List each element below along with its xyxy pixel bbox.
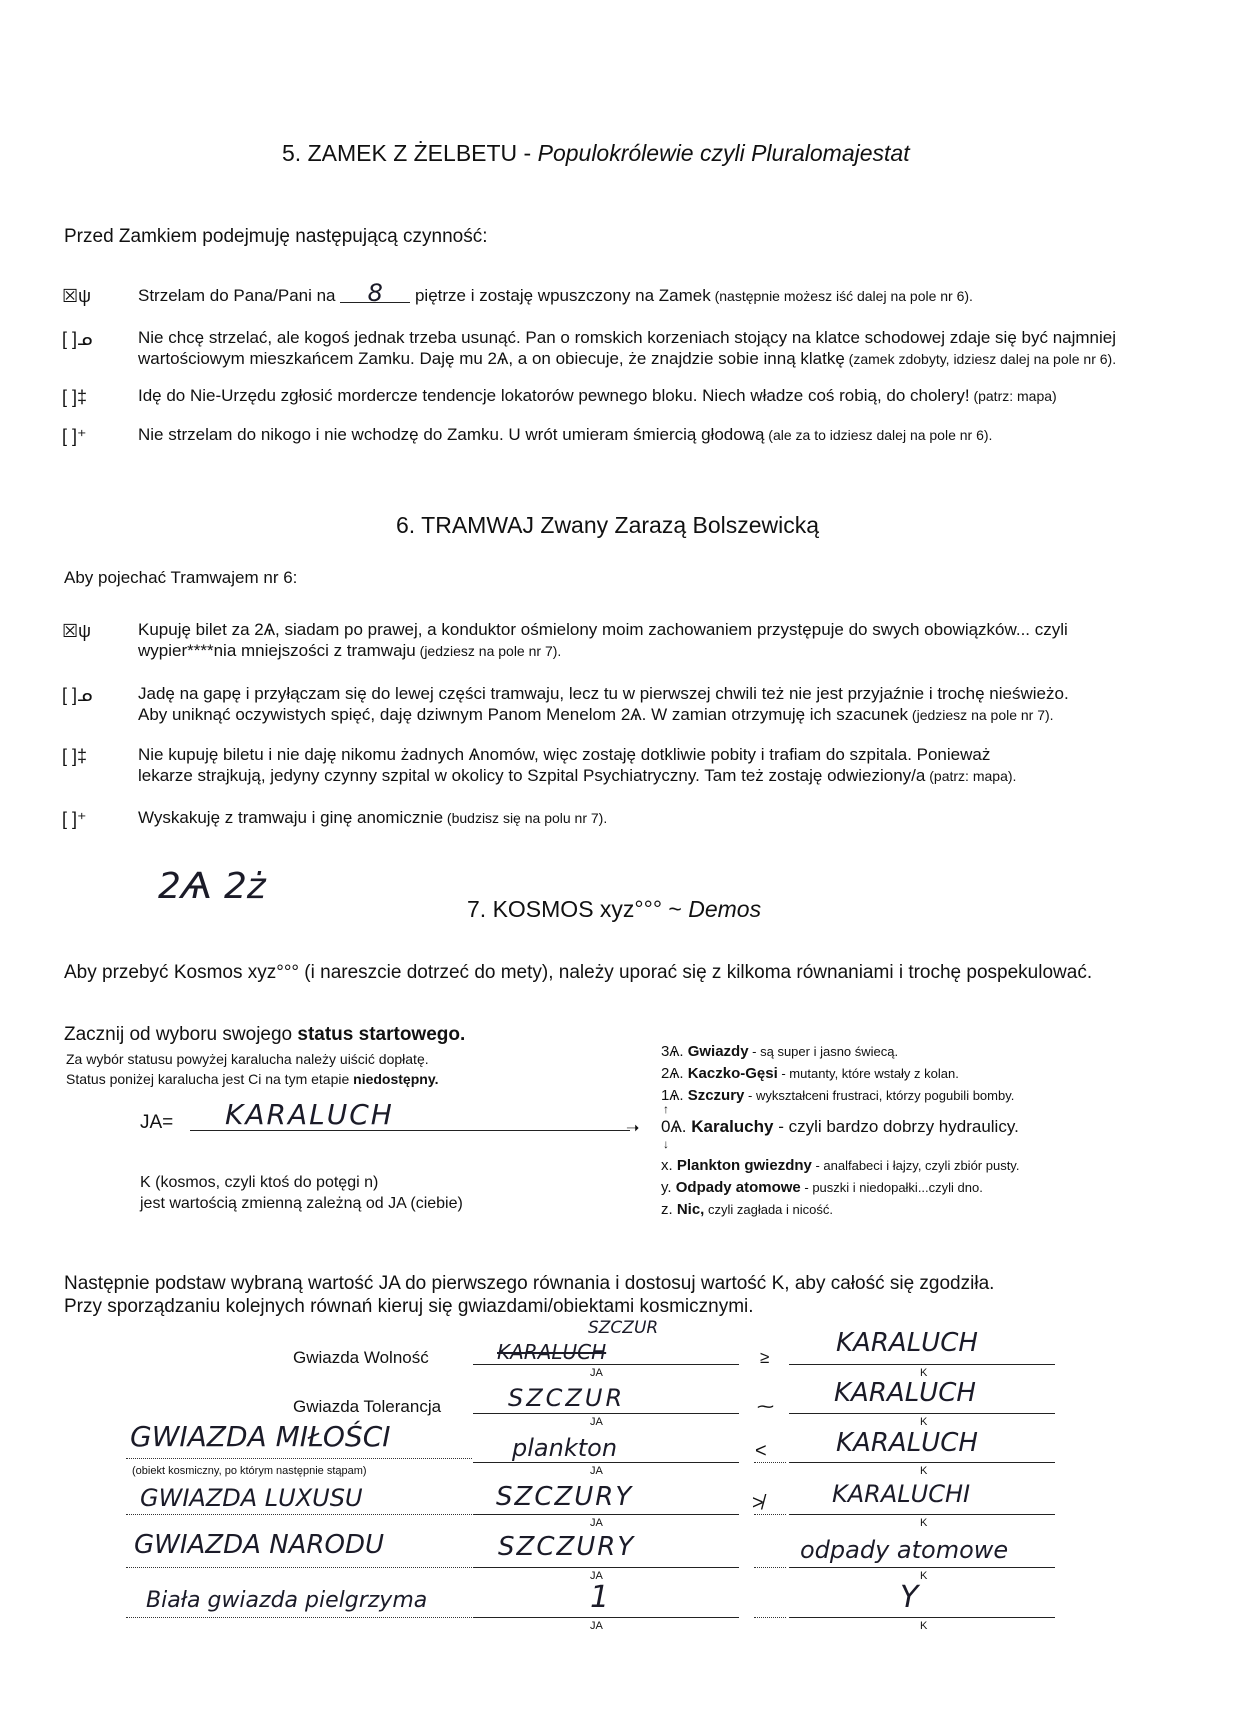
star-handwritten[interactable]: GWIAZDA LUXUSU	[140, 1484, 363, 1512]
status-name: Odpady atomowe	[675, 1179, 801, 1196]
start-heading-bold: status startowego.	[297, 1024, 466, 1045]
k-line	[789, 1413, 1055, 1414]
section7-title	[467, 896, 761, 923]
ja-line	[473, 1514, 739, 1515]
start-note-1: Za wybór statusu powyżej karalucha należy uiścić dopłatę.	[66, 1051, 429, 1067]
k-handwritten[interactable]: Y	[900, 1580, 919, 1615]
op-dotted-line	[754, 1617, 786, 1618]
status-item	[661, 1201, 833, 1218]
option-line: Idę do Nie-Urzędu zgłosić mordercze tendencje lokatorów pewnego bloku. Niech władze coś robią, do cholery!	[138, 386, 970, 405]
status-desc: czyli zagłada i nicość.	[704, 1202, 833, 1217]
status-prefix: 3Ѧ.	[661, 1043, 688, 1060]
option-text	[138, 327, 1258, 370]
option-note: (budzisz się na polu nr 7).	[443, 810, 608, 826]
option-text	[138, 424, 1258, 446]
ja-handwritten[interactable]: KARALUCH	[497, 1340, 607, 1364]
k-handwritten[interactable]: KARALUCHI	[832, 1480, 971, 1508]
option-line: Nie kupuję biletu i nie daję nikomu żadnych Ѧnomów, więc zostaję dotkliwie pobity i trafiam do szpitala. Ponieważ	[138, 745, 991, 764]
ja-sublabel: JA	[590, 1517, 603, 1529]
option-note: (ale za to idziesz dalej na pole nr 6).	[764, 427, 993, 443]
checked-checkbox-icon[interactable]: ☒ψ	[62, 621, 91, 641]
star-dotted-line	[126, 1514, 472, 1515]
section5-title-main: 5. ZAMEK Z ŻELBETU -	[282, 140, 532, 166]
start-heading-text: Zacznij od wyboru swojego	[64, 1024, 298, 1045]
star-dotted-line	[126, 1567, 472, 1568]
status-name: Gwiazdy	[687, 1043, 749, 1060]
handwritten-note: 2Ѧ 2ż	[158, 866, 266, 907]
option-text	[138, 744, 1258, 787]
status-item	[661, 1117, 1019, 1137]
status-prefix: 0Ѧ.	[661, 1117, 692, 1136]
option-note: (jedziesz na pole nr 7).	[908, 707, 1054, 723]
status-prefix: 2Ѧ.	[661, 1065, 688, 1082]
arrow-down-icon: ↓	[663, 1137, 669, 1151]
option-line: Kupuję bilet za 2Ѧ, siadam po prawej, a konduktor ośmielony moim zachowaniem przystępuje do swych obowiązków... czyli	[138, 620, 1068, 639]
empty-checkbox-icon[interactable]: [ ]‡	[62, 387, 88, 407]
option-line: wartościowym mieszkańcem Zamku. Daję mu 2Ѧ, a on obiecuje, że znajdzie sobie inną klatkę	[138, 349, 845, 368]
option-line: Wyskakuję z tramwaju i ginę anomicznie	[138, 808, 444, 827]
op-dotted-line	[754, 1567, 786, 1568]
option-note: (następnie możesz iść dalej na pole nr 6).	[710, 288, 973, 304]
ja-sublabel: JA	[590, 1367, 603, 1379]
start-note-2-text: Status poniżej karalucha jest Ci na tym etapie	[66, 1071, 354, 1087]
star-dotted-line	[126, 1617, 472, 1618]
section7-title-italic: Demos	[688, 896, 762, 922]
k-handwritten[interactable]: KARALUCH	[834, 1378, 976, 1408]
operator: <	[755, 1440, 767, 1462]
operator: ≥	[760, 1348, 770, 1367]
ja-line	[473, 1413, 739, 1414]
status-desc: - są super i jasno świecą.	[748, 1044, 899, 1059]
op-dotted-line	[754, 1462, 786, 1463]
status-desc: - puszki i niedopałki...czyli dno.	[800, 1180, 983, 1195]
ja-sublabel: JA	[590, 1570, 603, 1582]
option-text	[138, 279, 1258, 307]
status-desc: - analfabeci i łajzy, czyli zbiór pusty.	[811, 1158, 1020, 1173]
empty-checkbox-icon[interactable]: [ ]⁺	[62, 426, 87, 446]
ja-handwritten[interactable]: SZCZURY	[496, 1482, 634, 1512]
option-text	[138, 385, 1258, 407]
k-line	[789, 1567, 1055, 1568]
option-note: (patrz: mapa)	[969, 388, 1057, 404]
ja-sublabel: JA	[590, 1465, 603, 1477]
option-line: lekarze strajkują, jedyny czynny szpital w okolicy to Szpital Psychiatryczny. Tam też zostaję odwieziony/a	[138, 766, 926, 785]
empty-checkbox-icon[interactable]: [ ]ᓄ	[62, 685, 93, 705]
k-handwritten[interactable]: KARALUCH	[836, 1428, 978, 1458]
star-handwritten[interactable]: GWIAZDA NARODU	[134, 1530, 385, 1560]
ja-sublabel: JA	[590, 1620, 603, 1632]
status-name: Plankton gwiezdny	[676, 1157, 812, 1174]
operator: ≯	[752, 1492, 764, 1514]
section5-title	[282, 140, 910, 167]
option-text	[138, 619, 1258, 662]
status-item	[661, 1065, 959, 1082]
option-line: Nie chcę strzelać, ale kogoś jednak trzeba usunąć. Pan o romskich korzeniach stojący na klatce schodowej zdaje się być najmniej	[138, 328, 1116, 347]
star-label: Gwiazda Tolerancja	[293, 1397, 442, 1416]
status-prefix: z.	[661, 1201, 677, 1218]
start-note-2	[66, 1071, 438, 1087]
k-handwritten[interactable]: odpady atomowe	[800, 1536, 1009, 1564]
ja-handwritten[interactable]: SZCZUR	[508, 1384, 626, 1412]
ja-handwritten-value[interactable]: KARALUCH	[225, 1098, 394, 1131]
status-desc: - wykształceni frustraci, którzy pogubili bomby.	[744, 1088, 1015, 1103]
section7-intro: Aby przebyć Kosmos xyz°°° (i nareszcie dotrzeć do mety), należy uporać się z kilkoma równaniami i trochę pospekulować.	[64, 962, 1093, 983]
arrow-up-icon: ↑	[663, 1102, 669, 1116]
k-sublabel: K	[920, 1465, 928, 1477]
floor-number-handwritten: 8	[340, 284, 410, 303]
empty-checkbox-icon[interactable]: [ ]⁺	[62, 809, 87, 829]
op-dotted-line	[754, 1514, 786, 1515]
status-prefix: 1Ѧ.	[661, 1087, 688, 1104]
section6-title: 6. TRAMWAJ Zwany Zarazą Bolszewicką	[396, 512, 820, 538]
status-name: Kaczko-Gęsi	[687, 1065, 778, 1082]
status-desc: - mutanty, które wstały z kolan.	[777, 1066, 959, 1081]
start-note-2-bold: niedostępny.	[353, 1071, 439, 1087]
status-name: Karaluchy	[691, 1117, 774, 1136]
ja-handwritten[interactable]: 1	[590, 1580, 610, 1615]
ja-line	[473, 1617, 739, 1618]
k-note-2: jest wartością zmienną zależną od JA (ciebie)	[140, 1195, 463, 1212]
operator: ⁓	[757, 1397, 774, 1416]
option-note: (jedziesz na pole nr 7).	[415, 643, 562, 659]
option-line: piętrze i zostaję wpuszczony na Zamek	[410, 286, 711, 305]
option-line: Nie strzelam do nikogo i nie wchodzę do Zamku. U wrót umieram śmiercią głodową	[138, 425, 765, 444]
star-handwritten[interactable]: GWIAZDA MIŁOŚCI	[130, 1420, 391, 1453]
status-prefix: x.	[661, 1157, 677, 1174]
empty-checkbox-icon[interactable]: [ ]ᓄ	[62, 329, 93, 349]
status-item	[661, 1087, 1014, 1104]
ja-correction-handwritten: SZCZUR	[588, 1318, 659, 1338]
k-handwritten[interactable]: KARALUCH	[836, 1328, 978, 1358]
object-caption: (obiekt kosmiczny, po którym następnie stąpam)	[132, 1465, 367, 1477]
option-text	[138, 807, 1258, 829]
start-heading	[64, 1024, 465, 1046]
k-note-1: K (kosmos, czyli ktoś do potęgi n)	[140, 1174, 379, 1191]
checked-checkbox-icon[interactable]: ☒ψ	[62, 286, 91, 306]
option-line: Jadę na gapę i przyłączam się do lewej części tramwaju, lecz tu w pierwszej chwili też nie jest przyjaźnie i trochę nieświeżo.	[138, 684, 1069, 703]
status-name: Nic,	[676, 1201, 705, 1218]
k-sublabel: K	[920, 1620, 928, 1632]
option-text	[138, 683, 1258, 726]
option-line: Strzelam do Pana/Pani na	[138, 286, 341, 305]
star-dotted-line	[126, 1458, 472, 1459]
k-sublabel: K	[920, 1517, 928, 1529]
status-item	[661, 1043, 898, 1060]
ja-line	[473, 1567, 739, 1568]
ja-line	[473, 1462, 739, 1463]
k-line	[789, 1514, 1055, 1515]
star-handwritten[interactable]: Biała gwiazda pielgrzyma	[146, 1588, 428, 1613]
status-item	[661, 1157, 1019, 1174]
section5-intro: Przed Zamkiem podejmuję następującą czynność:	[64, 226, 488, 247]
ja-label: JA=	[140, 1112, 174, 1133]
option-line: Aby uniknąć oczywistych spięć, daję dziwnym Panom Menelom 2Ѧ. W zamian otrzymuję ich szacunek	[138, 705, 909, 724]
ja-sublabel: JA	[590, 1416, 603, 1428]
arrow-right-icon: ➝	[626, 1120, 640, 1137]
instruction-2: Przy sporządzaniu kolejnych równań kieruj się gwiazdami/obiektami kosmicznymi.	[64, 1296, 754, 1317]
k-line	[789, 1462, 1055, 1463]
status-item	[661, 1179, 983, 1196]
status-prefix: y.	[661, 1179, 676, 1196]
star-label: Gwiazda Wolność	[293, 1348, 429, 1367]
section5-title-italic: Populokrólewie czyli Pluralomajestat	[537, 140, 910, 166]
k-line	[789, 1617, 1055, 1618]
ja-line	[473, 1364, 739, 1365]
k-line	[789, 1364, 1055, 1365]
option-note: (patrz: mapa).	[925, 768, 1017, 784]
k-sublabel: K	[920, 1416, 928, 1428]
instruction-1: Następnie podstaw wybraną wartość JA do pierwszego równania i dostosuj wartość K, aby całość się zgodziła.	[64, 1273, 995, 1294]
ja-handwritten[interactable]: SZCZURY	[498, 1532, 636, 1562]
status-name: Szczury	[687, 1087, 745, 1104]
k-sublabel: K	[920, 1367, 928, 1379]
ja-handwritten[interactable]: plankton	[512, 1434, 618, 1462]
k-sublabel: K	[920, 1570, 928, 1582]
status-desc: - czyli bardzo dobrzy hydraulicy.	[773, 1117, 1019, 1136]
option-note: (zamek zdobyty, idziesz dalej na pole nr 6).	[844, 351, 1117, 367]
section6-intro: Aby pojechać Tramwajem nr 6:	[64, 568, 298, 587]
option-line: wypier****nia mniejszości z tramwaju	[138, 641, 416, 660]
empty-checkbox-icon[interactable]: [ ]‡	[62, 746, 88, 766]
section7-title-main: 7. KOSMOS xyz°°° ~	[467, 896, 682, 922]
